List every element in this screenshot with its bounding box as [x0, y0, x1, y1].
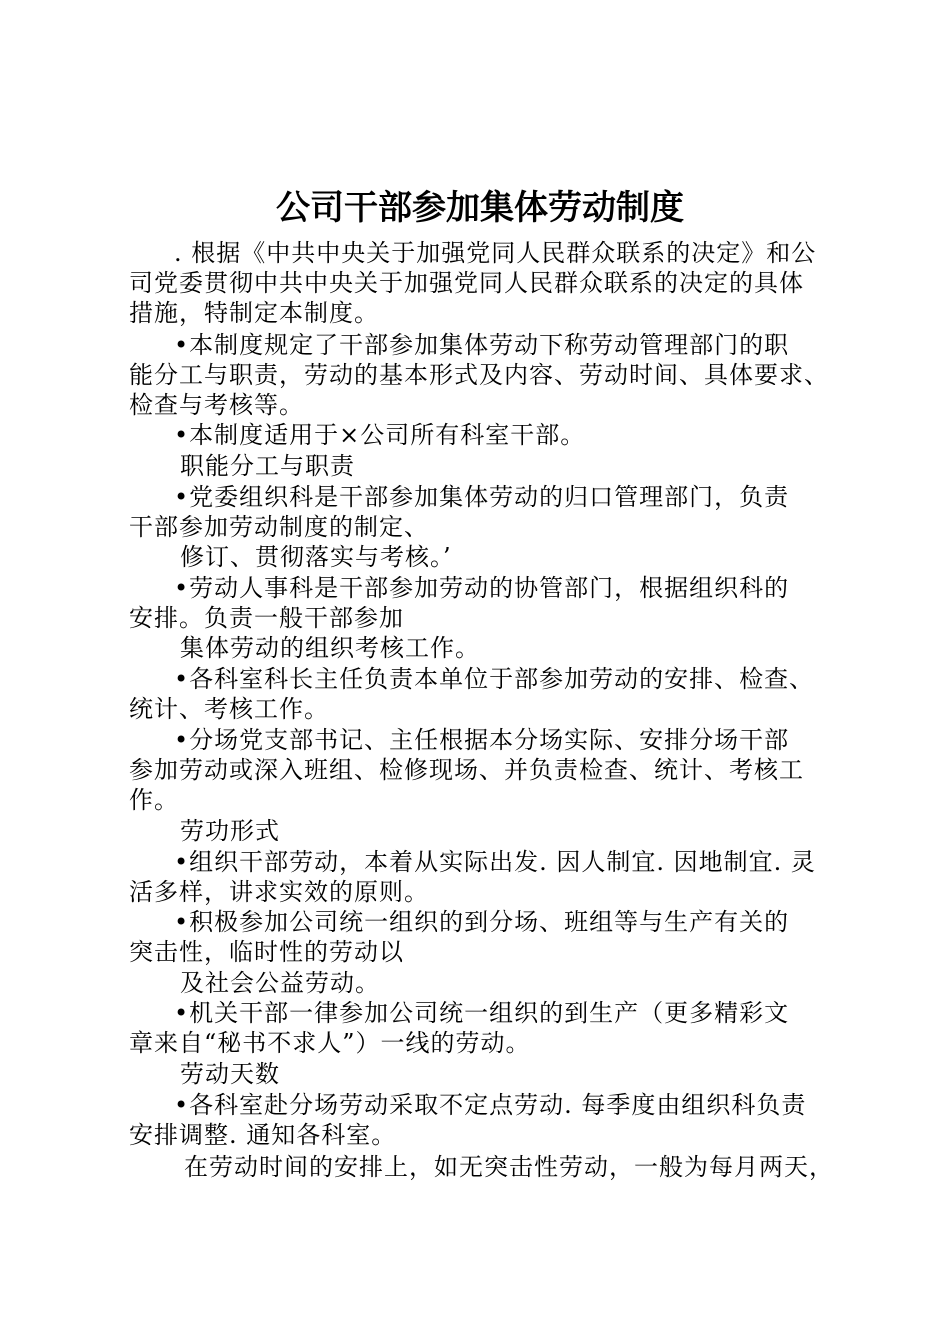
text-line: •各科室赴分场劳动采取不定点劳动. 每季度由组织科负责	[174, 1091, 807, 1119]
text-line: 章来自“秘书不求人”）一线的劳动。	[129, 1029, 531, 1057]
text-line: •组织干部劳动，本着从实际出发. 因人制宜. 因地制宜. 灵	[174, 848, 816, 876]
text-line: 及社会公益劳动。	[180, 969, 380, 997]
text-line: •机关干部一律参加公司统一组织的到生产（更多精彩文	[174, 999, 790, 1027]
section-heading: 劳功形式	[180, 817, 280, 845]
text-line: 干部参加劳动制度的制定、	[129, 513, 429, 541]
text-line: •本制度规定了干部参加集体劳动下称劳动管理部门的职	[174, 331, 790, 359]
text-line: •分场党支部书记、主任根据本分场实际、安排分场干部	[174, 726, 790, 754]
text-line: •党委组织科是干部参加集体劳动的归口管理部门，负责	[174, 483, 790, 511]
text-line: 集体劳动的组织考核工作。	[180, 634, 480, 662]
text-line: •本制度适用于×公司所有科室干部。	[174, 421, 586, 449]
text-line: 参加劳动或深入班组、检修现场、并负责检查、统计、考核工	[129, 756, 804, 784]
text-line: 检查与考核等。	[129, 391, 304, 419]
text-line: . 根据《中共中央关于加强党同人民群众联系的决定》和公	[174, 239, 817, 267]
text-line: 能分工与职责，劳动的基本形式及内容、劳动时间、具体要求、	[129, 361, 829, 389]
text-line: •劳动人事科是干部参加劳动的协管部门，根据组织科的	[174, 574, 790, 602]
text-line: 修订、贯彻落实与考核。’	[180, 543, 452, 571]
text-line: 措施，特制定本制度。	[129, 299, 379, 327]
section-heading: 职能分工与职责	[180, 452, 355, 480]
text-line: 安排。负责一般干部参加	[129, 604, 404, 632]
text-line: 在劳动时间的安排上，如无突击性劳动，一般为每月两天，	[184, 1153, 834, 1181]
text-line: 活多样，讲求实效的原则。	[129, 878, 429, 906]
text-line: •各科室科长主任负责本单位于部参加劳动的安排、检查、	[174, 665, 815, 693]
text-line: 作。	[129, 786, 179, 814]
text-line: 统计、考核工作。	[129, 695, 329, 723]
text-line: 安排调整. 通知各科室。	[129, 1121, 397, 1149]
document-title: 公司干部参加集体劳动制度	[276, 188, 684, 228]
text-line: 司党委贯彻中共中央关于加强党同人民群众联系的决定的具体	[129, 269, 804, 297]
section-heading: 劳动天数	[180, 1060, 280, 1088]
text-line: •积极参加公司统一组织的到分场、班组等与生产有关的	[174, 908, 790, 936]
text-line: 突击性，临时性的劳动以	[129, 938, 404, 966]
